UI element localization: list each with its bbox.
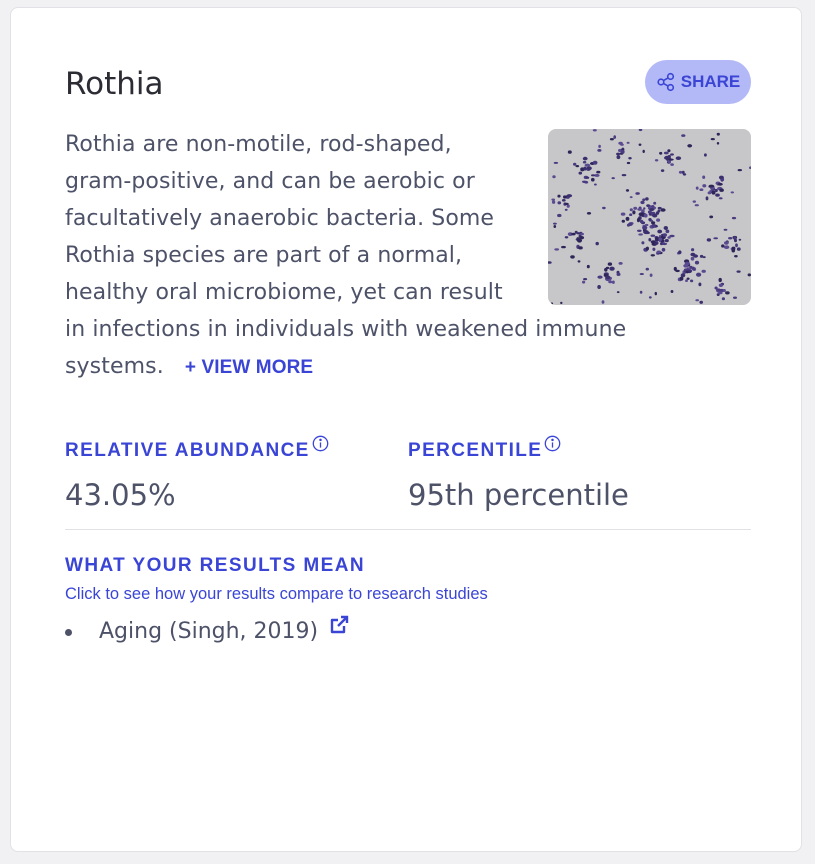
relative-abundance-label xyxy=(65,440,329,462)
microbe-dot xyxy=(718,292,722,295)
microbe-dot xyxy=(732,217,736,219)
microbe-dot xyxy=(706,196,709,200)
microbe-dot xyxy=(680,277,684,281)
microbe-dot xyxy=(679,171,682,174)
microbe-dot xyxy=(713,237,718,239)
microbe-dot xyxy=(711,138,715,140)
microbe-dot xyxy=(723,289,726,292)
microbe-dot xyxy=(722,297,725,300)
microbe-dot xyxy=(734,255,738,257)
view-more-link[interactable]: + VIEW MORE xyxy=(184,357,314,378)
share-label: SHARE xyxy=(680,72,741,91)
microbe-dot xyxy=(685,262,690,265)
microbe-dot xyxy=(724,241,729,244)
divider xyxy=(65,529,751,530)
microbe-dot xyxy=(681,134,685,137)
microbe-dot xyxy=(671,290,674,293)
microbe-dot xyxy=(691,248,694,251)
microbe-dot xyxy=(696,187,699,190)
microbe-dot xyxy=(665,239,669,242)
microbe-dot xyxy=(707,238,711,241)
share-icon xyxy=(656,72,676,92)
microbe-dot xyxy=(696,273,701,277)
microbe-dot xyxy=(667,236,670,239)
microbe-dot xyxy=(687,144,692,147)
microbe-dot xyxy=(691,257,695,261)
list-item xyxy=(65,619,350,644)
microbe-dot xyxy=(695,204,699,206)
external-link-icon[interactable] xyxy=(328,614,350,642)
microbe-dot xyxy=(719,284,723,287)
microbe-dot xyxy=(717,142,719,145)
microbe-dot xyxy=(721,178,724,181)
bacteria-card xyxy=(10,7,802,852)
microbe-dot xyxy=(719,189,724,192)
results-subtitle: Click to see how your results compare to research studies xyxy=(65,585,488,603)
share-button[interactable] xyxy=(645,60,751,104)
microbe-dot xyxy=(735,243,738,247)
microbe-dot xyxy=(678,250,681,254)
microbe-dot xyxy=(702,270,706,273)
microbe-dot xyxy=(717,133,720,136)
microbe-dot xyxy=(738,169,742,171)
microbe-dot xyxy=(699,188,703,191)
info-icon[interactable] xyxy=(312,435,329,458)
microbe-dot xyxy=(675,270,680,272)
microbe-dot xyxy=(732,247,736,249)
microbe-dot xyxy=(715,189,718,192)
microbe-dot xyxy=(668,155,671,159)
microbe-dot xyxy=(695,299,699,301)
microbe-dot xyxy=(728,237,732,239)
bullet xyxy=(65,629,72,636)
study-list xyxy=(65,619,350,644)
microbe-dot xyxy=(695,261,699,265)
microbe-dot xyxy=(715,194,720,197)
microbe-dot xyxy=(702,176,705,179)
relative-abundance-value: 43.05% xyxy=(65,478,176,512)
microbe-dot xyxy=(737,270,741,272)
microbe-dot xyxy=(715,287,718,290)
microbe-dot xyxy=(698,283,701,287)
microbe-dot xyxy=(704,153,707,156)
microbe-dot xyxy=(666,230,670,234)
microbe-dot xyxy=(733,297,737,299)
microbe-dot xyxy=(693,200,696,202)
microbe-dot xyxy=(699,301,703,304)
microbe-dot xyxy=(670,163,674,166)
microbe-dot xyxy=(749,166,751,169)
microbe-dot xyxy=(690,253,695,257)
microbe-dot xyxy=(667,149,670,152)
percentile-label xyxy=(408,440,561,462)
microbe-dot xyxy=(689,266,692,269)
microbe-dot xyxy=(670,153,674,155)
description-text: Rothia are non-motile, rod-shaped, gram-positive, and can be aerobic or facultatively anaerobic bacteria. Some Rothia species are part of a normal, healthy oral microbiome, yet can result in infections in individuals with weakened immune systems. xyxy=(65,132,627,379)
relative-abundance-label-text: RELATIVE ABUNDANCE xyxy=(65,440,310,461)
study-link-label[interactable]: Aging (Singh, 2019) xyxy=(99,619,319,644)
info-icon[interactable] xyxy=(544,435,561,458)
microbe-dot xyxy=(731,191,734,193)
microbe-dot xyxy=(739,239,742,241)
bacteria-title: Rothia xyxy=(65,66,164,102)
microbe-dot xyxy=(734,239,737,242)
microbe-dot xyxy=(690,280,693,283)
bacteria-description xyxy=(65,126,665,386)
microbe-dot xyxy=(682,171,685,174)
microbe-dot xyxy=(719,278,722,282)
results-title: WHAT YOUR RESULTS MEAN xyxy=(65,555,365,576)
microbe-dot xyxy=(709,216,713,219)
microbe-dot xyxy=(676,156,681,160)
percentile-value: 95th percentile xyxy=(408,478,629,512)
microbe-dot xyxy=(718,183,723,186)
microbe-dot xyxy=(702,184,706,187)
microbe-dot xyxy=(709,185,715,188)
microbe-dot xyxy=(685,279,688,282)
microbe-dot xyxy=(724,245,729,249)
microbe-dot xyxy=(719,197,723,199)
microbe-dot xyxy=(724,229,728,231)
microbe-dot xyxy=(700,255,703,258)
percentile-label-text: PERCENTILE xyxy=(408,440,543,461)
microbe-dot xyxy=(668,159,673,161)
microbe-dot xyxy=(748,273,751,276)
microbe-dot xyxy=(725,291,730,294)
microbe-dot xyxy=(708,191,712,194)
microbe-dot xyxy=(737,247,741,250)
microbe-dot xyxy=(686,271,689,274)
